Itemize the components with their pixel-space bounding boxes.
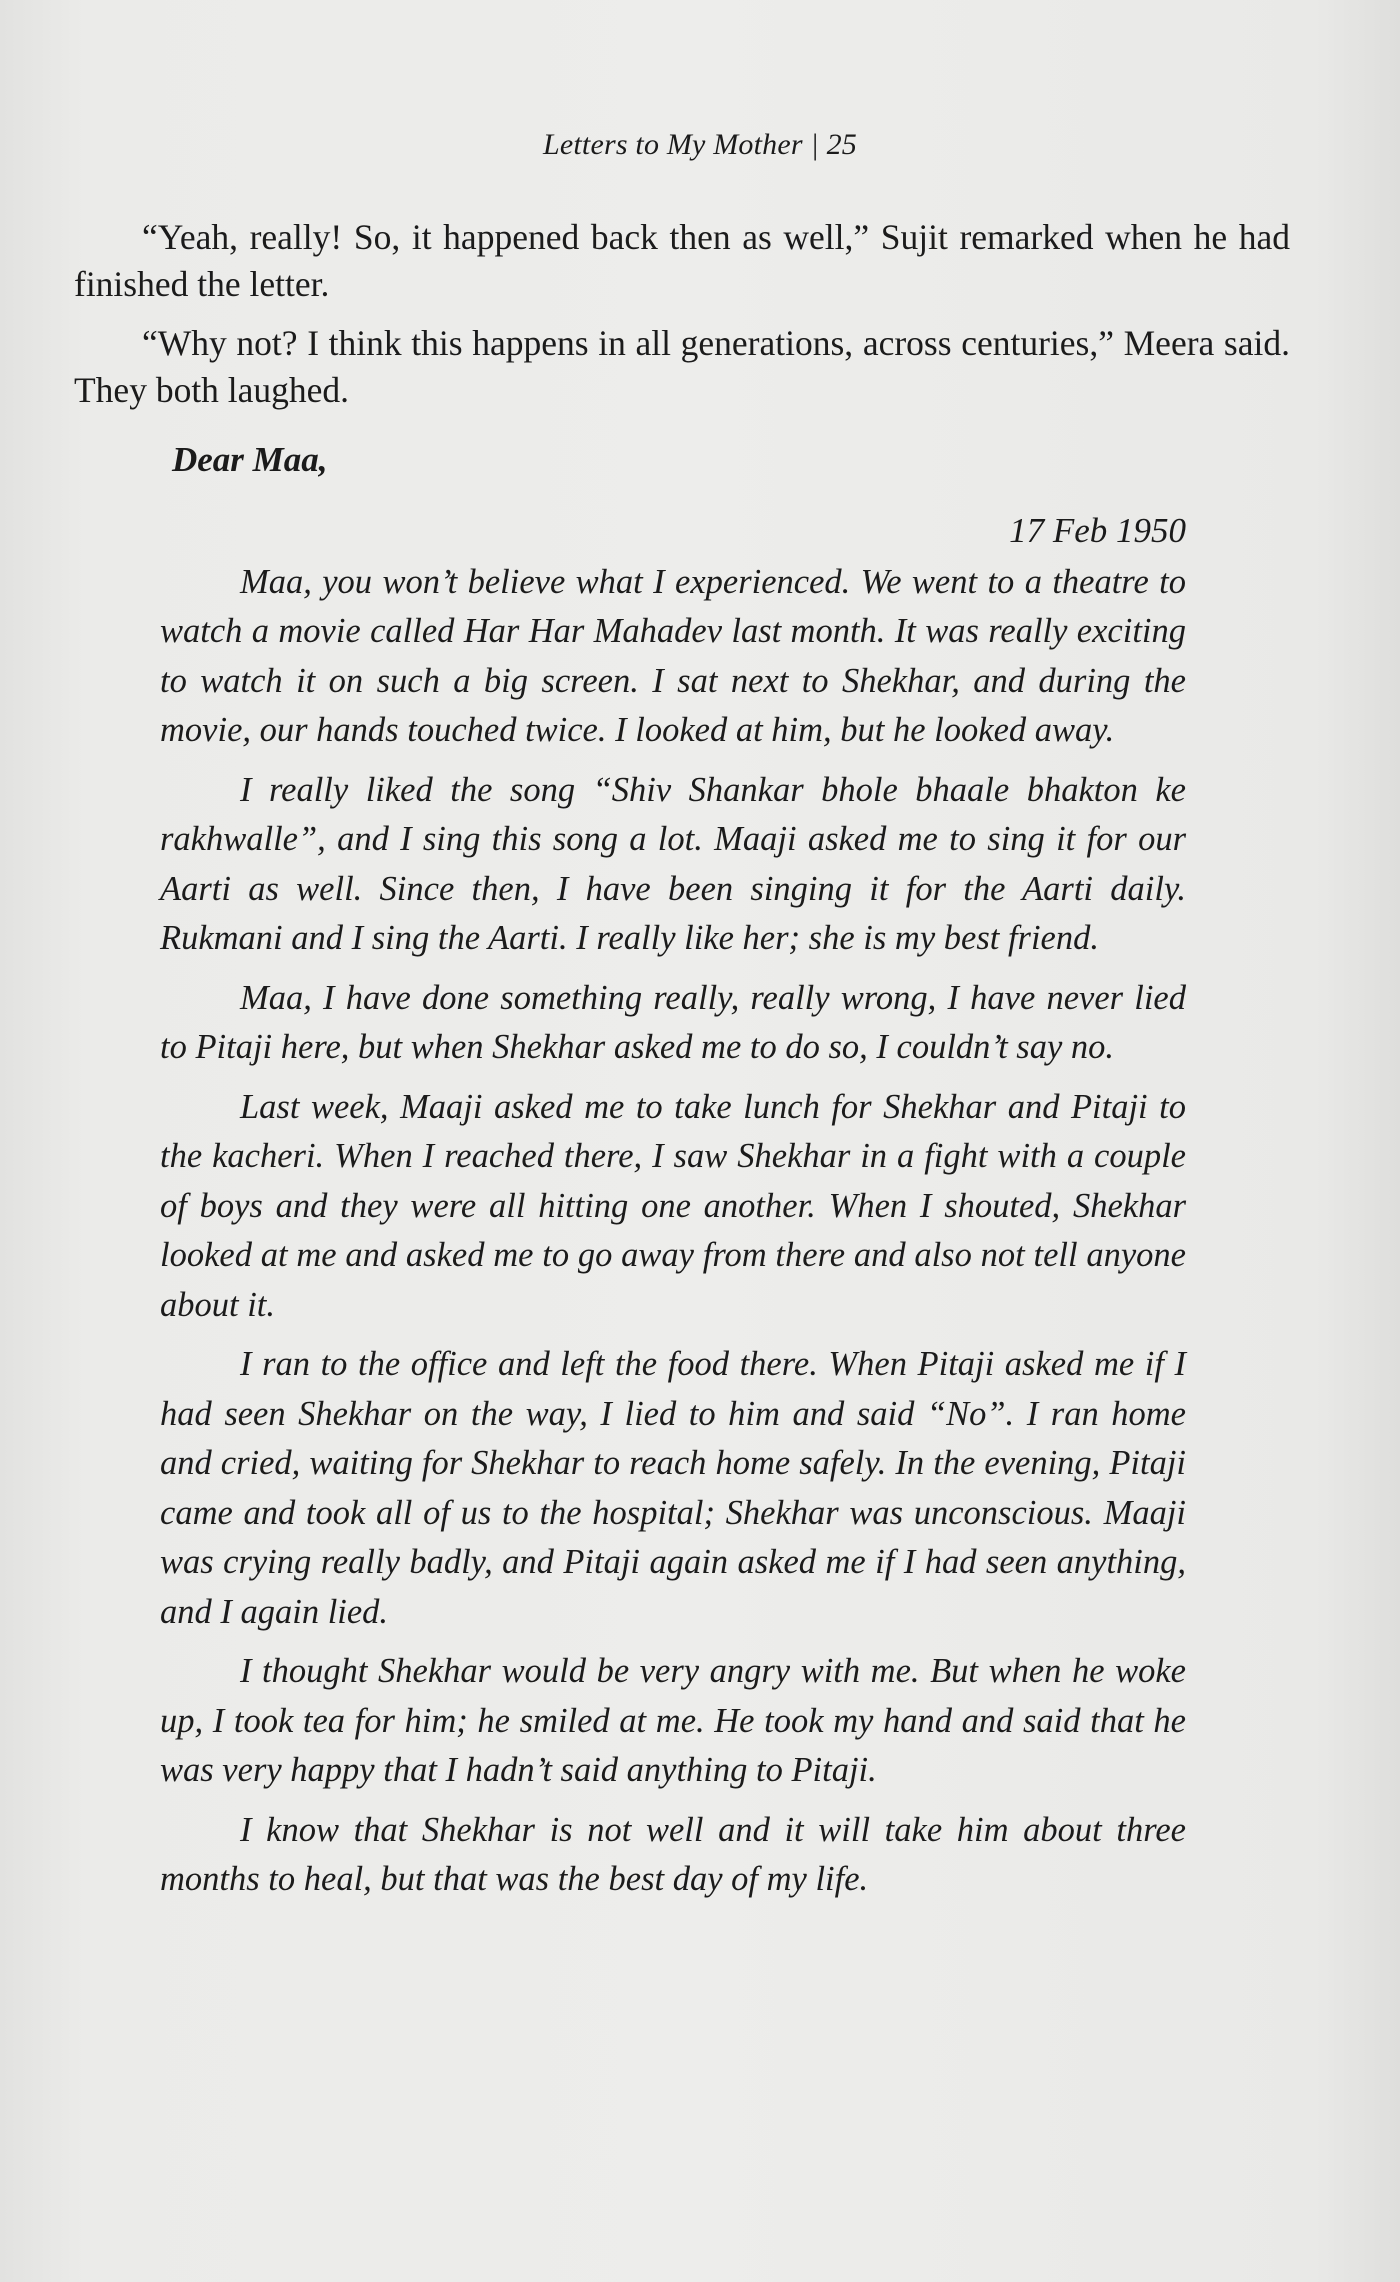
intro-paragraph: “Yeah, really! So, it happened back then as well,” Sujit remarked when he had finished the letter. — [74, 217, 1290, 304]
intro-paragraph: “Why not? I think this happens in all generations, across centuries,” Meera said. They both laughed. — [74, 323, 1290, 410]
letter-body — [160, 506, 1186, 1915]
letter-salutation: Dear Maa, — [172, 440, 328, 479]
letter-paragraph: Maa, I have done something really, really wrong, I have never lied to Pitaji here, but when Shekhar asked me to do so, I couldn’t say no. — [160, 978, 1186, 1066]
running-head: Letters to My Mother | 25 — [542, 128, 858, 161]
letter-paragraph: Maa, you won’t believe what I experienced. We went to a theatre to watch a movie called Har Har Mahadev last month. It was really exciting to watch it on such a big screen. I sat next to Shekhar, and during the movie, our hands touched twice. I looked at him, but he looked away. — [160, 562, 1186, 749]
letter-paragraph: I thought Shekhar would be very angry with me. But when he woke up, I took tea for him; he smiled at me. He took my hand and said that he was very happy that I hadn’t said anything to Pitaji. — [160, 1652, 1186, 1789]
letter-paragraph: I ran to the office and left the food there. When Pitaji asked me if I had seen Shekhar on the way, I lied to him and said “No”. I ran home and cried, waiting for Shekhar to reach home safely. In the evening, Pitaji came and took all of us to the hospital; Shekhar was unconscious. Maaji was crying really badly, and Pitaji again asked me if I had seen anything, and I again lied. — [160, 1345, 1186, 1631]
intro-text — [74, 214, 1290, 426]
letter-paragraph: I really liked the song “Shiv Shankar bhole bhaale bhakton ke rakhwalle”, and I sing this song a lot. Maaji asked me to sing it for our Aarti as well. Since then, I have been singing it for the Aarti daily. Rukmani and I sing the Aarti. I really like her; she is my best friend. — [160, 770, 1186, 957]
letter-paragraph: I know that Shekhar is not well and it will take him about three months to heal, but that was the best day of my life. — [160, 1810, 1186, 1898]
letter-paragraph: Last week, Maaji asked me to take lunch for Shekhar and Pitaji to the kacheri. When I reached there, I saw Shekhar in a fight with a couple of boys and they were all hitting one another. When I shouted, Shekhar looked at me and asked me to go away from there and also not tell anyone about it. — [160, 1087, 1186, 1324]
letter-date: 17 Feb 1950 — [1009, 511, 1186, 550]
